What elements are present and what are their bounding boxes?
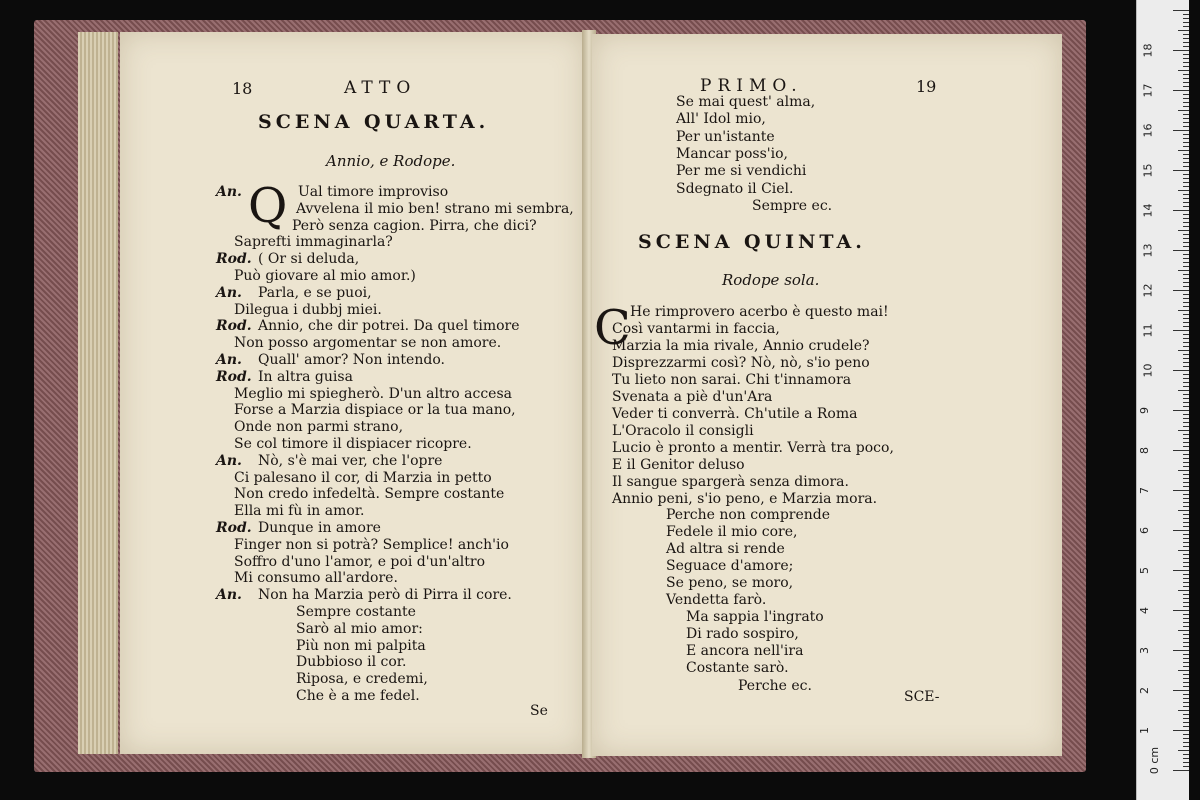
ruler-tick [1183, 606, 1189, 607]
ruler-tick [1183, 518, 1189, 519]
dialogue-line: Però senza cagion. Pirra, che dici? [292, 217, 537, 234]
page-number-right: 19 [916, 77, 937, 96]
ruler-tick [1183, 762, 1189, 763]
ruler-tick [1183, 342, 1189, 343]
da-capo: Perche ec. [738, 678, 812, 694]
ruler-tick [1183, 318, 1189, 319]
ruler-tick [1178, 670, 1189, 671]
running-head-left: ATTO [344, 78, 417, 98]
ruler-tick [1183, 434, 1189, 435]
ruler-tick [1183, 226, 1189, 227]
ruler-tick [1173, 410, 1189, 411]
recitative-line: Svenata a piè d'un'Ara [612, 389, 773, 405]
ruler-tick [1173, 450, 1189, 451]
ruler-number: 1 [1138, 727, 1151, 734]
ruler-tick [1183, 378, 1189, 379]
speaker-label: An. [216, 452, 242, 469]
speaker-label: Rod. [216, 318, 252, 335]
ruler-tick [1178, 390, 1189, 391]
ruler-tick [1173, 170, 1189, 171]
ruler-tick [1183, 254, 1189, 255]
ruler-tick [1183, 538, 1189, 539]
ruler-tick [1183, 106, 1189, 107]
characters-left: Annio, e Rodope. [326, 152, 456, 170]
ruler-tick [1183, 734, 1189, 735]
ruler-tick [1183, 134, 1189, 135]
ruler-tick [1183, 502, 1189, 503]
aria-line: Vendetta farò. [666, 592, 767, 608]
ruler-tick [1183, 478, 1189, 479]
ruler-tick [1183, 706, 1189, 707]
ruler-tick [1183, 618, 1189, 619]
ruler-tick [1183, 266, 1189, 267]
ruler-tick [1183, 394, 1189, 395]
ruler-number: 18 [1141, 43, 1155, 58]
recitative-line: Disprezzarmi così? Nò, nò, s'io peno [612, 355, 870, 371]
ruler-tick [1183, 162, 1189, 163]
ruler-number: 12 [1141, 283, 1155, 298]
ruler-tick [1178, 350, 1189, 351]
verse-line: Se mai quest' alma, [676, 94, 816, 110]
ruler-tick [1173, 290, 1189, 291]
ruler-number: 3 [1138, 647, 1151, 654]
ruler-tick [1178, 70, 1189, 71]
ruler-tick [1183, 14, 1189, 15]
drop-cap-left: Q [248, 178, 288, 234]
ruler-tick [1183, 474, 1189, 475]
dialogue-line: Dilegua i dubbj miei. [234, 301, 382, 318]
ruler-tick [1183, 622, 1189, 623]
ruler-tick [1183, 766, 1189, 767]
dialogue-line: Può giovare al mio amor.) [234, 268, 416, 284]
ruler-tick [1183, 294, 1189, 295]
ruler-tick [1173, 730, 1189, 731]
ruler-tick [1183, 638, 1189, 639]
ruler-number: 10 [1141, 363, 1155, 378]
verse-line: Sdegnato il Ciel. [676, 180, 794, 197]
dialogue-line: Non credo infedeltà. Sempre costante [234, 486, 505, 503]
ruler-tick [1183, 322, 1189, 323]
speaker-label: Rod. [216, 251, 252, 268]
ruler-tick [1183, 198, 1189, 199]
dialogue-line: Avvelena il mio ben! strano mi sembra, [296, 200, 574, 217]
ruler-tick [1183, 26, 1189, 27]
ruler-tick [1183, 102, 1189, 103]
verse-line: Per un'istante [676, 128, 775, 145]
verse-line: Sempre ec. [752, 197, 833, 214]
dialogue-line: Annio, che dir potrei. Da quel timore [258, 318, 520, 335]
aria-line: Perche non comprende [666, 507, 831, 523]
recitative-line: Il sangue spargerà senza dimora. [612, 474, 849, 490]
page-edges [78, 32, 118, 754]
ruler-tick [1183, 626, 1189, 627]
aria-line: Ad altra si rende [666, 541, 785, 557]
ruler-tick [1183, 454, 1189, 455]
ruler-tick [1173, 370, 1189, 371]
ruler-tick [1183, 298, 1189, 299]
ruler-tick [1183, 482, 1189, 483]
ruler-tick [1183, 514, 1189, 515]
dialogue-line: Non posso argomentar se non amore. [234, 335, 502, 352]
ruler-number: 15 [1141, 163, 1155, 178]
ruler-tick [1183, 142, 1189, 143]
drop-cap-right: C [594, 300, 631, 356]
dialogue-line: Sempre costante [296, 604, 416, 620]
speaker-label: An. [216, 587, 242, 604]
ruler-tick [1183, 418, 1189, 419]
ruler-tick [1183, 446, 1189, 447]
ruler-tick [1183, 362, 1189, 363]
ruler-number: 8 [1138, 447, 1151, 454]
ruler-tick [1183, 98, 1189, 99]
recitative-line: L'Oracolo il consigli [612, 423, 754, 439]
ruler-tick [1183, 594, 1189, 595]
ruler-tick [1183, 634, 1189, 635]
ruler-tick [1183, 238, 1189, 239]
recitative-line: E il Genitor deluso [612, 457, 745, 473]
ruler-tick [1178, 470, 1189, 471]
ruler-tick [1183, 62, 1189, 63]
recitative-line: Lucio è pronto a mentir. Verrà tra poco, [612, 440, 894, 456]
ruler-tick [1183, 678, 1189, 679]
ruler-tick [1183, 166, 1189, 167]
ruler-number: 0 cm [1148, 746, 1162, 775]
ruler-tick [1183, 46, 1189, 47]
ruler-tick [1183, 154, 1189, 155]
ruler-tick [1183, 94, 1189, 95]
ruler-tick [1183, 126, 1189, 127]
dialogue-line: Finger non si potrà? Semplice! anch'io [234, 536, 509, 553]
recitative-line: Veder ti converrà. Ch'utile a Roma [612, 406, 858, 422]
ruler-number: 6 [1138, 527, 1151, 534]
ruler-tick [1183, 462, 1189, 463]
ruler-tick [1183, 182, 1189, 183]
dialogue-line: Dunque in amore [258, 520, 381, 536]
ruler-tick [1183, 246, 1189, 247]
dialogue-line: Soffro d'uno l'amor, e poi d'un'altro [234, 553, 486, 570]
ruler-tick [1183, 18, 1189, 19]
ruler-number: 11 [1141, 323, 1155, 338]
speaker-label: An. [216, 352, 242, 368]
verse-line: Per me si vendichi [676, 163, 807, 180]
ruler-tick [1183, 522, 1189, 523]
ruler-tick [1183, 486, 1189, 487]
ruler-tick [1183, 742, 1189, 743]
ruler-tick [1178, 550, 1189, 551]
ruler-number: 14 [1141, 203, 1155, 218]
ruler-tick [1183, 694, 1189, 695]
ruler-tick [1173, 610, 1189, 611]
ruler-tick [1173, 770, 1189, 771]
ruler-tick [1183, 354, 1189, 355]
ruler-tick [1183, 566, 1189, 567]
speaker-label: An. [216, 184, 242, 200]
ruler-tick [1183, 526, 1189, 527]
ruler-tick [1183, 202, 1189, 203]
dialogue-line: Nò, s'è mai ver, che l'opre [258, 452, 443, 469]
page-number-left: 18 [232, 79, 253, 98]
ruler-tick [1178, 430, 1189, 431]
ruler-tick [1183, 382, 1189, 383]
ruler-tick [1183, 674, 1189, 675]
ruler-tick [1183, 702, 1189, 703]
ruler-tick [1183, 302, 1189, 303]
ruler-tick [1183, 114, 1189, 115]
ruler-tick [1183, 338, 1189, 339]
ruler-tick [1183, 398, 1189, 399]
catchword-left: Se [530, 703, 548, 719]
ruler-tick [1178, 270, 1189, 271]
ruler-tick [1183, 458, 1189, 459]
left-page [120, 32, 585, 754]
ruler-tick [1183, 754, 1189, 755]
aria-line: Seguace d'amore; [666, 558, 794, 574]
ruler-tick [1183, 386, 1189, 387]
dialogue-line: Non ha Marzia però di Pirra il core. [258, 587, 512, 604]
ruler-tick [1183, 414, 1189, 415]
ruler-tick [1183, 602, 1189, 603]
dialogue-line: Più non mi palpita [296, 637, 426, 654]
ruler-tick [1183, 38, 1189, 39]
ruler-tick [1183, 662, 1189, 663]
ruler-tick [1183, 334, 1189, 335]
dialogue-line: Sarò al mio amor: [296, 620, 423, 637]
ruler-tick [1183, 146, 1189, 147]
ruler-tick [1183, 582, 1189, 583]
ruler-tick [1183, 574, 1189, 575]
dialogue-line: Ci palesano il cor, di Marzia in petto [234, 469, 492, 486]
ruler-tick [1183, 738, 1189, 739]
ruler-tick [1183, 598, 1189, 599]
ruler-tick [1183, 758, 1189, 759]
ruler-tick [1183, 306, 1189, 307]
ruler-tick [1183, 406, 1189, 407]
ruler-tick [1178, 230, 1189, 231]
recitative-line: Marzia la mia rivale, Annio crudele? [612, 338, 870, 354]
ruler-tick [1183, 614, 1189, 615]
recitative-line: Annio peni, s'io peno, e Marzia mora. [612, 491, 878, 507]
ruler-tick [1183, 554, 1189, 555]
ruler-tick [1178, 190, 1189, 191]
verse-line: All' Idol mio, [676, 111, 766, 128]
ruler-tick [1183, 726, 1189, 727]
dialogue-line: Onde non parmi strano, [234, 419, 404, 436]
ruler-tick [1183, 658, 1189, 659]
ruler-tick [1178, 310, 1189, 311]
ruler-tick [1178, 630, 1189, 631]
ruler-tick [1183, 262, 1189, 263]
scene-title-left: SCENA QUARTA. [258, 111, 490, 133]
ruler-tick [1183, 714, 1189, 715]
ruler-tick [1183, 138, 1189, 139]
ruler-tick [1183, 258, 1189, 259]
ruler-tick [1183, 66, 1189, 67]
ruler-tick [1183, 222, 1189, 223]
dialogue-line: Mi consumo all'ardore. [234, 570, 398, 587]
recitative-line: Tu lieto non sarai. Chi t'innamora [612, 372, 852, 388]
ruler-tick [1183, 158, 1189, 159]
ruler-tick [1183, 562, 1189, 563]
speaker-label: Rod. [216, 368, 252, 385]
ruler-tick [1183, 274, 1189, 275]
ruler-tick [1183, 206, 1189, 207]
ruler-tick [1183, 534, 1189, 535]
ruler-tick [1183, 498, 1189, 499]
catchword-right: SCE- [904, 689, 940, 705]
recitative-line: Così vantarmi in faccia, [612, 321, 780, 337]
aria-line: Di rado sospiro, [686, 626, 799, 642]
ruler-tick [1173, 530, 1189, 531]
ruler-tick [1183, 426, 1189, 427]
dialogue-line: Quall' amor? Non intendo. [258, 352, 445, 368]
ruler-tick [1183, 214, 1189, 215]
ruler-tick [1183, 686, 1189, 687]
ruler-tick [1183, 54, 1189, 55]
ruler-tick [1173, 570, 1189, 571]
ruler-tick [1183, 118, 1189, 119]
ruler-tick [1178, 150, 1189, 151]
running-head-right: PRIMO. [700, 76, 803, 96]
ruler-tick [1183, 86, 1189, 87]
ruler-tick [1173, 50, 1189, 51]
aria-line: Costante sarò. [686, 660, 789, 676]
ruler-tick [1183, 654, 1189, 655]
ruler-tick [1183, 642, 1189, 643]
ruler-tick [1183, 494, 1189, 495]
ruler-tick [1183, 666, 1189, 667]
dialogue-line: In altra guisa [258, 368, 353, 385]
dialogue-line: Riposa, e credemi, [296, 671, 428, 688]
aria-line: Ma sappia l'ingrato [686, 609, 824, 625]
dialogue-line: Forse a Marzia dispiace or la tua mano, [234, 402, 516, 419]
dialogue-line: Dubbioso il cor. [296, 654, 407, 671]
ruler-tick [1183, 646, 1189, 647]
ruler-tick [1183, 78, 1189, 79]
ruler-tick [1183, 374, 1189, 375]
ruler-tick [1183, 194, 1189, 195]
ruler-tick [1178, 750, 1189, 751]
ruler-tick [1173, 250, 1189, 251]
measuring-ruler [1136, 0, 1189, 800]
ruler-tick [1183, 178, 1189, 179]
ruler-tick [1183, 42, 1189, 43]
ruler-tick [1183, 286, 1189, 287]
ruler-tick [1183, 346, 1189, 347]
ruler-tick [1183, 558, 1189, 559]
ruler-number: 2 [1138, 687, 1151, 694]
ruler-number: 13 [1141, 243, 1155, 258]
ruler-tick [1183, 578, 1189, 579]
ruler-tick [1173, 330, 1189, 331]
ruler-tick [1183, 438, 1189, 439]
ruler-tick [1183, 586, 1189, 587]
ruler-tick [1173, 90, 1189, 91]
ruler-number: 4 [1138, 607, 1151, 614]
ruler-number: 5 [1138, 567, 1151, 574]
ruler-tick [1183, 234, 1189, 235]
ruler-tick [1178, 510, 1189, 511]
ruler-tick [1183, 698, 1189, 699]
ruler-tick [1183, 34, 1189, 35]
ruler-tick [1183, 746, 1189, 747]
aria-line: E ancora nell'ira [686, 643, 804, 659]
right-page [592, 34, 1062, 756]
ruler-tick [1183, 722, 1189, 723]
dialogue-line: Ella mi fù in amor. [234, 503, 365, 520]
ruler-tick [1173, 130, 1189, 131]
ruler-tick [1183, 74, 1189, 75]
ruler-tick [1183, 218, 1189, 219]
ruler-tick [1183, 278, 1189, 279]
dialogue-line: Saprefti immaginarla? [234, 234, 393, 251]
ruler-tick [1183, 314, 1189, 315]
ruler-tick [1173, 690, 1189, 691]
dialogue-line: Meglio mi spiegherò. D'un altro accesa [234, 385, 512, 402]
ruler-tick [1183, 442, 1189, 443]
ruler-tick [1183, 542, 1189, 543]
speaker-label: An. [216, 284, 242, 301]
ruler-tick [1173, 490, 1189, 491]
dialogue-line: Se col timore il dispiacer ricopre. [234, 436, 472, 452]
ruler-tick [1183, 122, 1189, 123]
dialogue-line: Che è a me fedel. [296, 688, 420, 704]
ruler-tick [1183, 174, 1189, 175]
ruler-tick [1183, 546, 1189, 547]
ruler-number: 16 [1141, 123, 1155, 138]
ruler-tick [1173, 210, 1189, 211]
ruler-tick [1178, 110, 1189, 111]
ruler-tick [1178, 710, 1189, 711]
ruler-tick [1173, 10, 1189, 11]
ruler-tick [1183, 22, 1189, 23]
ruler-tick [1183, 366, 1189, 367]
verse-line: Mancar poss'io, [676, 145, 788, 162]
ruler-tick [1173, 650, 1189, 651]
dialogue-line: Parla, e se puoi, [258, 284, 372, 301]
ruler-tick [1183, 682, 1189, 683]
ruler-tick [1183, 242, 1189, 243]
characters-right: Rodope sola. [722, 271, 820, 289]
ruler-tick [1183, 718, 1189, 719]
ruler-number: 7 [1138, 487, 1151, 494]
speaker-label: Rod. [216, 520, 252, 536]
ruler-tick [1183, 466, 1189, 467]
ruler-tick [1183, 82, 1189, 83]
ruler-tick [1183, 326, 1189, 327]
ruler-number: 17 [1141, 83, 1155, 98]
dialogue-line: ( Or si deluda, [258, 251, 360, 268]
ruler-number: 9 [1138, 407, 1151, 414]
dialogue-line: Ual timore improviso [298, 184, 449, 200]
recitative-line: He rimprovero acerbo è questo mai! [630, 304, 889, 320]
ruler-tick [1178, 590, 1189, 591]
ruler-tick [1183, 506, 1189, 507]
ruler-tick [1183, 402, 1189, 403]
ruler-tick [1183, 282, 1189, 283]
ruler-tick [1183, 358, 1189, 359]
aria-line: Fedele il mio core, [666, 524, 798, 540]
scene-title-right: SCENA QUINTA. [638, 231, 866, 253]
ruler-tick [1183, 422, 1189, 423]
ruler-tick [1183, 58, 1189, 59]
aria-line: Se peno, se moro, [666, 575, 794, 591]
ruler-tick [1178, 30, 1189, 31]
ruler-tick [1183, 186, 1189, 187]
